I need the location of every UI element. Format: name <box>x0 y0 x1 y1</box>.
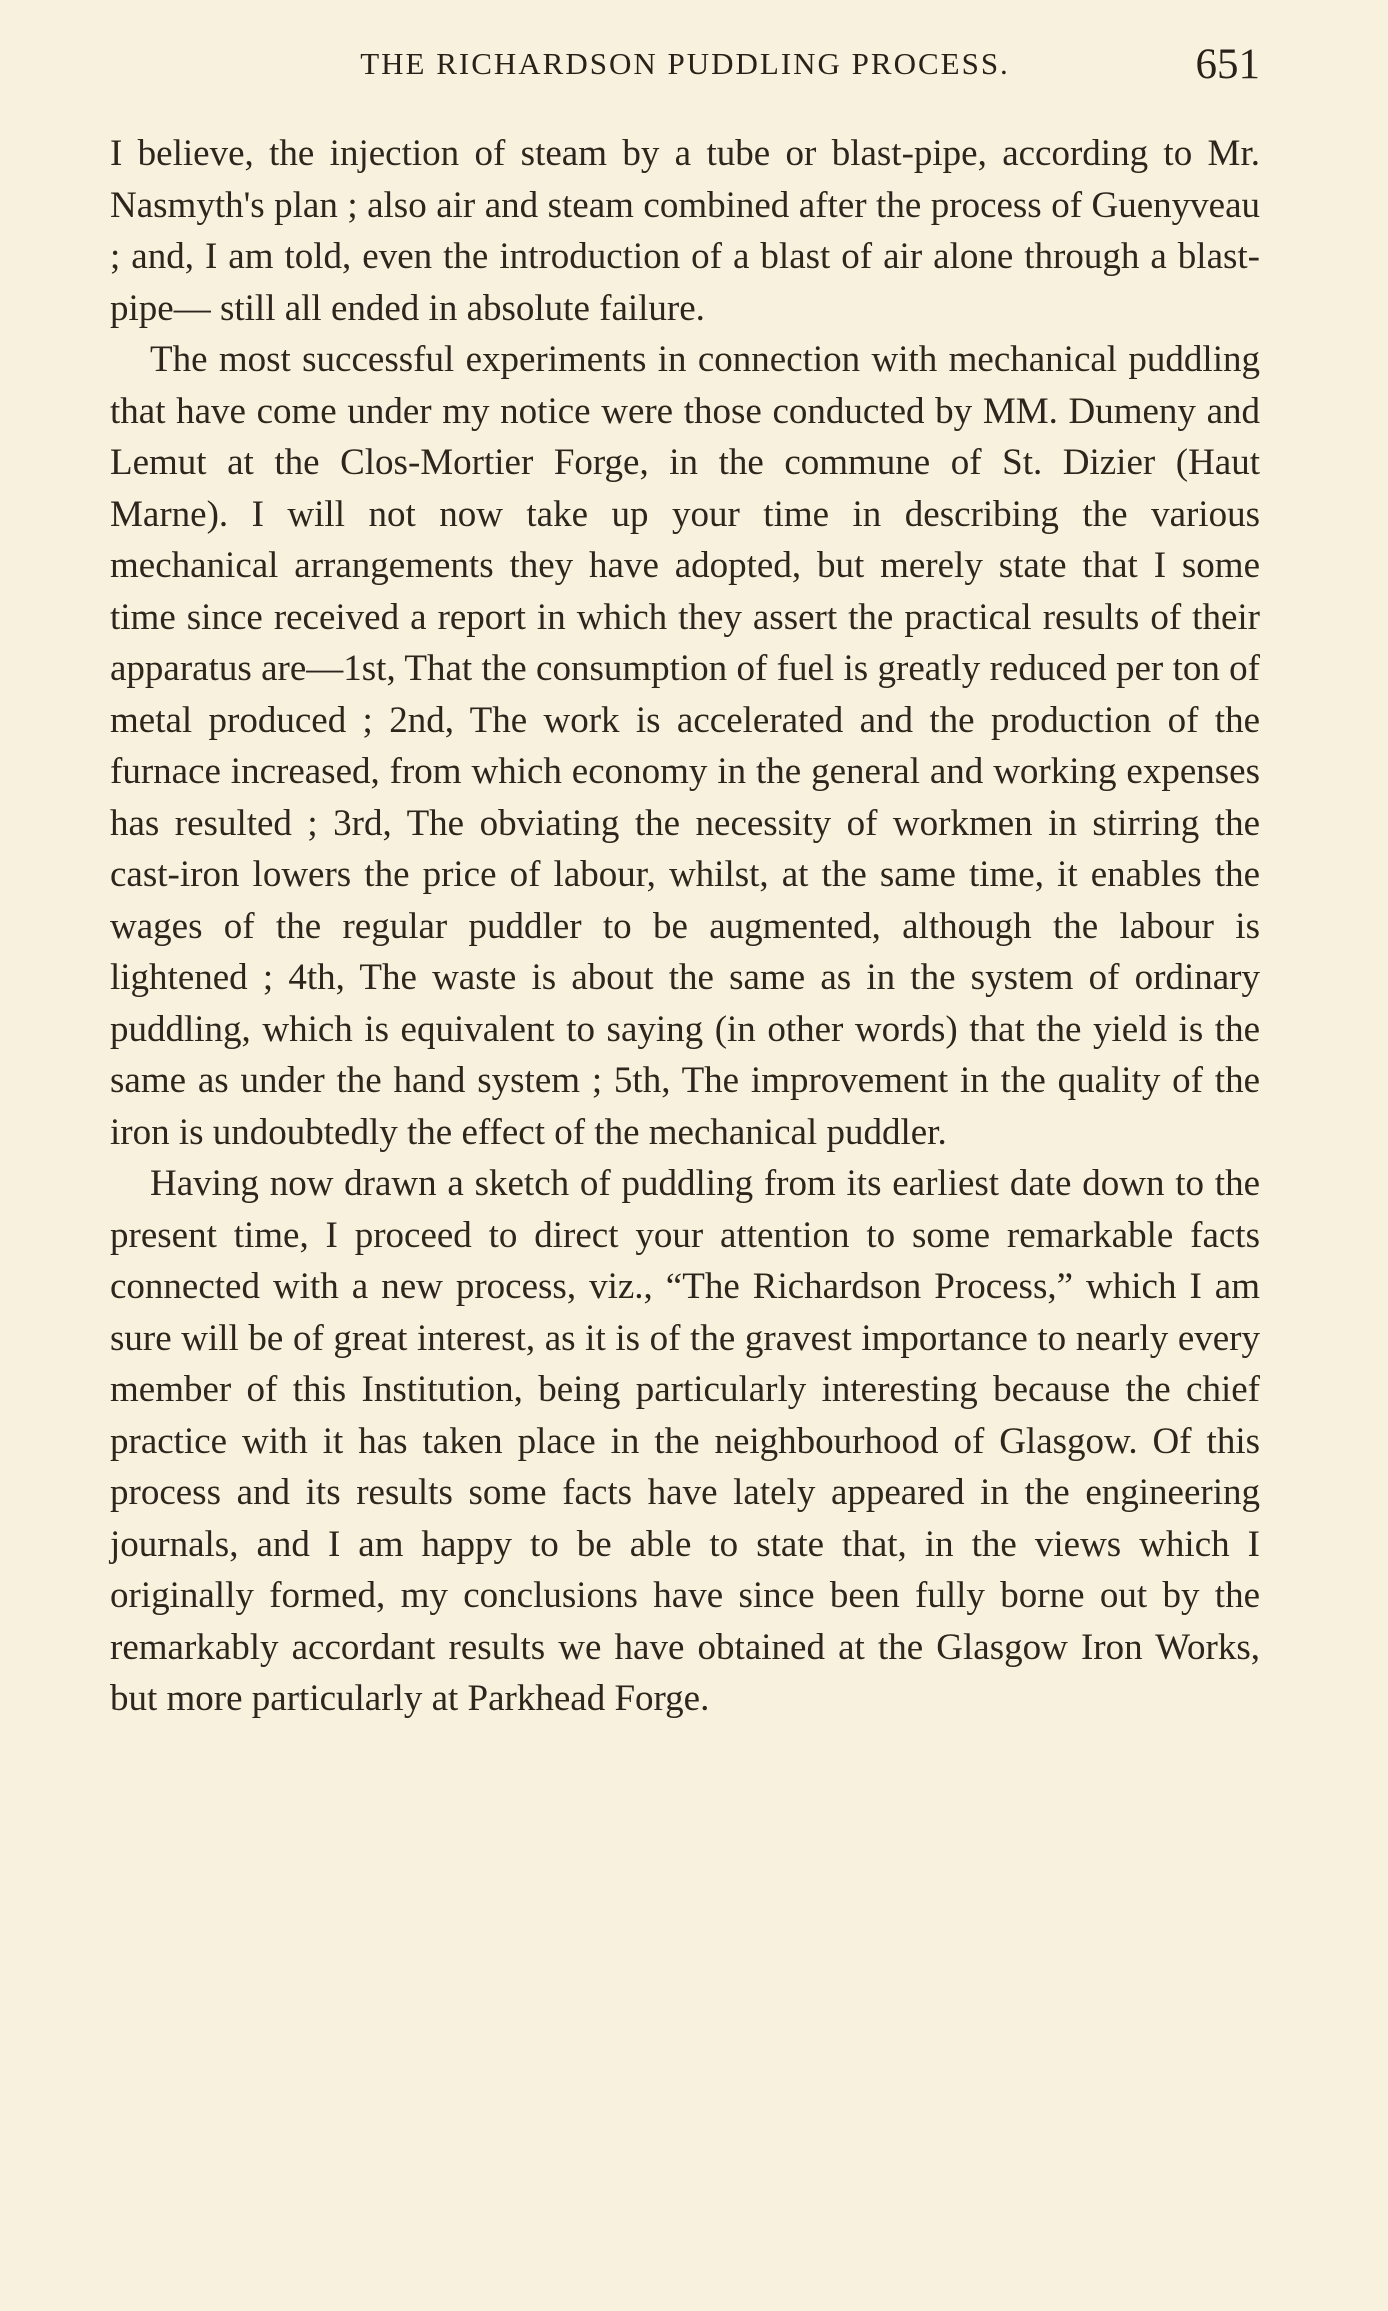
body-text <box>110 128 1260 1725</box>
paragraph-1: I believe, the injection of steam by a tube or blast-pipe, according to Mr. Nasmyth's plan ; also air and steam combined after the process of Guenyveau ; and, I am told, even the introduction of a blast of air alone through a blast-pipe— still all ended in absolute failure. <box>110 133 1260 329</box>
paragraph-3: Having now drawn a sketch of puddling from its earliest date down to the present time, I proceed to direct your attention to some remarkable facts connected with a new process, viz., “The Richardson Process,” which I am sure will be of great interest, as it is of the gravest importance to nearly every member of this Institution, being particularly interesting because the chief practice with it has taken place in the neighbourhood of Glasgow. Of this process and its results some facts have lately appeared in the engineering journals, and I am happy to be able to state that, in the views which I originally formed, my conclusions have since been fully borne out by the remarkably accordant results we have obtained at the Glasgow Iron Works, but more particularly at Parkhead Forge. <box>110 1163 1260 1719</box>
page-number: 651 <box>1195 41 1260 88</box>
paragraph-2: The most successful experiments in connection with mechanical puddling that have come under my notice were those conducted by MM. Dumeny and Lemut at the Clos-Mortier Forge, in the commune of St. Dizier (Haut Marne). I will not now take up your time in describing the various mechanical arrangements they have adopted, but merely state that I some time since received a report in which they assert the practical results of their apparatus are—1st, That the consumption of fuel is greatly reduced per ton of metal produced ; 2nd, The work is accelerated and the production of the furnace increased, from which economy in the general and working expenses has resulted ; 3rd, The obviating the necessity of workmen in stirring the cast-iron lowers the price of labour, whilst, at the same time, it enables the wages of the regular puddler to be augmented, although the labour is lightened ; 4th, The waste is about the same as in the system of ordinary puddling, which is equivalent to saying (in other words) that the yield is the same as under the hand system ; 5th, The improvement in the quality of the iron is undoubtedly the effect of the mechanical puddler. <box>110 339 1260 1153</box>
running-title: THE RICHARDSON PUDDLING PROCESS. <box>360 46 1010 81</box>
running-head <box>110 41 1260 106</box>
